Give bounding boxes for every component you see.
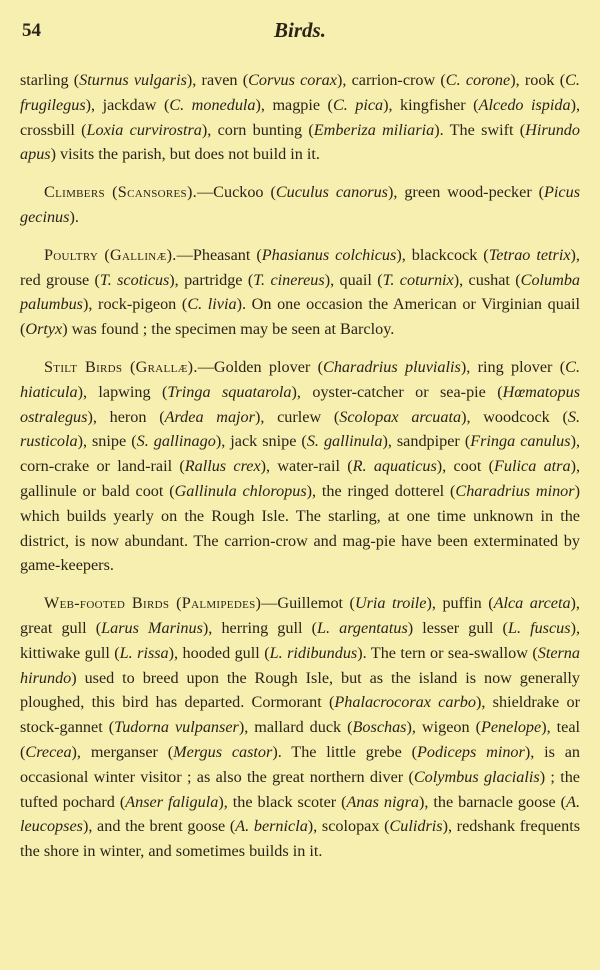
body-text-run: ), curlew (: [254, 407, 340, 426]
species-name: Charadrius pluvialis: [323, 357, 461, 376]
body-text-run: ), oyster-catcher or sea-pie (: [291, 382, 503, 401]
species-name: Gallinula chloropus: [174, 481, 307, 500]
species-name: Tringa squatarola: [167, 382, 292, 401]
body-text-run: ). The tern or sea-swallow (: [357, 643, 538, 662]
body-text-run: ). The swift (: [434, 120, 526, 139]
body-text-run: ), kittiwake gull (: [20, 618, 580, 662]
species-name: Charadrius minor: [455, 481, 575, 500]
body-text-run: ), sandpiper (: [382, 432, 471, 451]
species-name: Anser faligula: [125, 792, 219, 811]
body-text-run: ), magpie (: [255, 95, 333, 114]
paragraph: [20, 591, 580, 864]
body-text-run: ), teal (: [20, 718, 580, 761]
body-text-run: ), quail (: [324, 270, 383, 289]
species-name: Podiceps minor: [416, 742, 525, 761]
species-name: Ortyx: [25, 320, 63, 339]
body-text-run: ), the barnacle goose (: [418, 792, 567, 811]
body-text-run: ), rook (: [510, 71, 566, 89]
species-name: S. gallinago: [136, 432, 216, 451]
species-name: Fulica atra: [494, 457, 571, 476]
body-text-run: ), ring plover (: [460, 357, 566, 376]
body-text-run: —Cuckoo (: [196, 183, 276, 202]
body-text-run: ), corn-crake or land-rail (: [20, 432, 581, 476]
body-text-run: ), green wood-pecker (: [387, 183, 545, 202]
species-name: Culidris: [389, 817, 443, 836]
body-text-run: ), partridge (: [169, 270, 254, 289]
species-name: C. livia: [187, 295, 237, 314]
species-name: Ardea major: [164, 407, 255, 426]
species-name: S. gallinula: [306, 432, 383, 451]
species-name: Larus Marinus: [101, 618, 203, 637]
species-name: A. leucopses: [20, 792, 580, 836]
species-name: Uria troile: [354, 594, 427, 613]
body-text-run: ), lapwing (: [77, 382, 168, 401]
page-number: 54: [22, 20, 41, 41]
species-name: Fringa canulus: [470, 432, 571, 451]
species-name: Rallus crex: [184, 457, 261, 476]
section-heading: Climbers (Scansores).: [44, 183, 197, 202]
body-text-run: ), scolopax (: [307, 817, 390, 836]
body-text-run: ), kingfisher (: [383, 95, 479, 114]
species-name: C. monedula: [169, 95, 256, 114]
body-text-run: ), rock-pigeon (: [82, 295, 188, 314]
section-heading: Stilt Birds (Grallæ).: [44, 357, 198, 376]
body-text-run: ), carrion-crow (: [336, 71, 446, 89]
body-text-run: ) which builds yearly on the Rough Isle. The starling, at one time unknown in the district, is now abundant. The carrion-crow and mag-pie have been exterminated by game-keepers.: [20, 481, 580, 575]
species-name: Colymbus glacialis: [413, 767, 540, 786]
species-name: Loxia curvirostra: [86, 120, 202, 139]
species-name: Boschas: [352, 718, 407, 737]
body-text-run: ), the black scoter (: [218, 792, 347, 811]
species-name: Emberiza miliaria: [313, 120, 435, 139]
body-text-run: ), great gull (: [20, 594, 580, 637]
running-title: Birds.: [274, 18, 326, 42]
species-name: Columba palumbus: [20, 270, 581, 314]
body-text-run: ), blackcock (: [396, 245, 489, 264]
species-name: Crecea: [25, 742, 72, 761]
species-name: T. coturnix: [382, 270, 454, 289]
species-name: Cuculus canorus: [275, 183, 388, 202]
species-name: Anas nigra: [346, 792, 419, 811]
body-text-run: ), is an occasional winter visitor ; as also the great northern diver (: [20, 742, 581, 786]
species-name: Alca arceta: [493, 594, 571, 613]
body-text-run: ), raven (: [186, 71, 249, 89]
species-name: Phalacrocorax carbo: [334, 693, 476, 712]
body-text-run: ), herring gull (: [202, 618, 317, 637]
species-name: Alcedo ispida: [478, 95, 571, 114]
species-name: S. rusticola: [20, 407, 581, 451]
body-text-run: —Pheasant (: [176, 245, 262, 264]
species-name: Phasianus colchicus: [261, 245, 397, 264]
species-name: Mergus castor: [173, 742, 273, 761]
body-text-run: ), mallard duck (: [238, 718, 353, 737]
body-text-run: ), redshank frequents the shore in winter, and sometimes builds in it.: [20, 817, 580, 861]
species-name: Scolopax arcuata: [339, 407, 462, 426]
body-text-run: —Golden plover (: [197, 357, 324, 376]
body-text-run: ).: [69, 207, 79, 226]
body-text-run: ), puffin (: [426, 594, 494, 613]
species-name: Sturnus vulgaris: [79, 71, 187, 89]
body-text-run: ). The little grebe (: [272, 742, 417, 761]
species-name: C. frugilegus: [20, 71, 580, 114]
species-name: L. fuscus: [507, 618, 571, 637]
body-text-run: ), snipe (: [77, 432, 137, 451]
body-text-run: ), corn bunting (: [201, 120, 314, 139]
body-text-run: ), hooded gull (: [168, 643, 270, 662]
body-text-run: ), coot (: [436, 457, 495, 476]
body-text-run: ), woodcock (: [461, 407, 568, 426]
body-text-run: starling (: [20, 71, 80, 89]
species-name: R. aquaticus: [352, 457, 437, 476]
body-text-run: ), shieldrake or stock-gannet (: [20, 693, 580, 737]
body-text-run: ) was found ; the specimen may be seen at Barcloy.: [62, 320, 395, 339]
species-name: Corvus corax: [248, 71, 337, 89]
body-text-run: ), the ringed dotterel (: [306, 481, 456, 500]
body-text-run: ) lesser gull (: [407, 618, 508, 637]
body-text: [20, 68, 580, 864]
species-name: Sterna hirundo: [20, 643, 580, 687]
paragraph: [20, 68, 580, 167]
species-name: L. argentatus: [316, 618, 408, 637]
species-name: T. scoticus: [99, 270, 170, 289]
section-heading: Poultry (Gallinæ).: [44, 245, 177, 264]
species-name: C. corone: [445, 71, 511, 89]
species-name: L. rissa: [119, 643, 169, 662]
body-text-run: ), jackdaw (: [85, 95, 170, 114]
paragraph: [20, 355, 580, 578]
species-name: Tudorna vulpanser: [114, 718, 239, 737]
body-text-run: —Guillemot (: [261, 594, 355, 613]
paragraph: [20, 243, 580, 342]
species-name: Penelope: [480, 718, 542, 737]
section-heading: Web-footed Birds (Palmipedes): [44, 594, 262, 613]
body-text-run: ) used to breed upon the Rough Isle, but as the island is now generally ploughed, this bird has departed. Cormorant (: [20, 668, 580, 712]
body-text-run: ), merganser (: [71, 742, 174, 761]
body-text-run: ) visits the parish, but does not build in it.: [50, 145, 320, 164]
species-name: Tetrao tetrix: [488, 245, 571, 264]
paragraph: [20, 180, 580, 230]
body-text-run: ), wigeon (: [406, 718, 481, 737]
body-text-run: ), crossbill (: [20, 95, 580, 139]
body-text-run: ), jack snipe (: [215, 432, 307, 451]
species-name: C. pica: [332, 95, 384, 114]
species-name: Hirundo apus: [20, 120, 580, 164]
species-name: Picus gecinus: [20, 183, 580, 226]
species-name: A. bernicla: [235, 817, 308, 836]
body-text-run: ) ; the tufted pochard (: [20, 767, 580, 811]
body-text-run: ). On one occasion the American or Virginian quail (: [20, 295, 580, 339]
body-text-run: ), water-rail (: [260, 457, 353, 476]
body-text-run: ), red grouse (: [20, 245, 580, 289]
running-head: [20, 18, 580, 48]
body-text-run: ), gallinule or bald coot (: [20, 457, 581, 500]
species-name: C. hiaticula: [20, 357, 581, 401]
species-name: T. cinereus: [253, 270, 325, 289]
species-name: L. ridibundus: [269, 643, 358, 662]
body-text-run: ), cushat (: [453, 270, 521, 289]
species-name: Hœmatopus ostralegus: [20, 382, 580, 426]
body-text-run: ), heron (: [87, 407, 165, 426]
body-text-run: ), and the brent goose (: [82, 817, 236, 836]
